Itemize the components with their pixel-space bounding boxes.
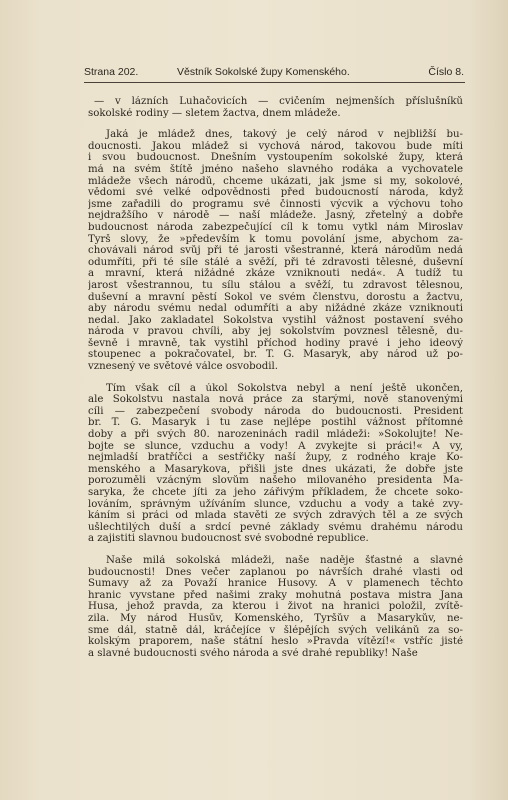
page-number: Strana 202. (84, 66, 139, 78)
text-line: sme dál, statně dál, kráčejíce v šlépějích svých velikánů za so- (88, 624, 463, 636)
text-line: ušlechtilých duší a srdcí pevné základy svému drahému národu (88, 521, 463, 533)
text-line: nejmladší bratříčci a sestřičky naší župy, z rodného kraje Ko- (88, 452, 463, 464)
text-line: jarost všestrannou, tu sílu stálou a svěží, tu zdravost tělesnou, (88, 279, 463, 291)
text-line: — v lázních Luhačovicích — cvičením nejmenších příslušníků (94, 96, 463, 107)
text-line: a zajistiti slavnou budoucnost své svobodné republice. (88, 533, 369, 545)
text-line: br. T. G. Masaryk i tu zase nejlépe postihl vážnost přítomné (88, 417, 463, 429)
text-line: nedal. Jako zakladatel Sokolstva vystihl vážnost postavení svého (88, 314, 463, 326)
paragraph (88, 96, 463, 119)
text-line: vznesený ve světové válce osvobodil. (88, 361, 279, 373)
text-line: kolským praporem, naše státní heslo »Pravda vítězí!« vstříc jisté (88, 636, 463, 648)
text-line: odumříti, při té síle stálé a svěží, při té zdravosti tělesné, duševní (88, 256, 463, 268)
text-line: ale Sokolstvu nastala nová práce za starými, nově stanovenými (88, 394, 463, 406)
text-line: i svou budoucnost. Dnešním vystoupením sokolské župy, která (88, 152, 463, 164)
text-line: doby a při svých 80. narozeninách radil mládeži: »Sokolujte! Ne- (88, 429, 463, 441)
text-line: cíli — zabezpečení svobody národa do budoucnosti. President (88, 405, 463, 417)
text-line: sokolské rodiny — sletem žactva, dnem mládeže. (88, 107, 341, 119)
text-line: stoupenec a pokračovatel, br. T. G. Masaryk, aby národ už po- (88, 349, 463, 361)
text-line: má na svém štítě jméno našeho slavného rodáka a vychovatele (88, 163, 463, 175)
text-line: budoucnost národa zabezpečující cíl k tomu vytkl nám Miroslav (88, 221, 463, 233)
text-line: bojte se slunce, vzduchu a vody! A zvykejte si práci!« A vy, (88, 440, 463, 452)
header-rule (84, 82, 465, 83)
issue-number: Číslo 8. (428, 66, 464, 78)
text-line: Husa, jehož pravda, za kterou i život na hranici položil, zvítě- (88, 601, 463, 613)
text-line: mládeže všech národů, chceme ukázati, jak jsme si my, sokolové, (88, 175, 463, 187)
paragraph (88, 555, 463, 659)
text-line: vědomi své velké odpovědnosti před budoucností národa, když (88, 187, 463, 199)
text-line: Šumavy až za Považí hranice Husovy. A v plamenech těchto (88, 578, 463, 590)
text-line: a slavné budoucnosti svého národa a své drahé republiky! Naše (88, 647, 418, 659)
text-line: národa v pravou chvíli, aby jej sokolstvím povznesl tělesně, du- (88, 326, 463, 338)
text-line: porozuměli vzácným slovům našeho milovaného presidenta Ma- (88, 475, 463, 487)
text-line: káním si práci od mlada stavěti ze svých zdravých těl a ze svých (88, 510, 463, 522)
running-header (84, 66, 464, 80)
text-line: Naše milá sokolská mládeži, naše naděje šťastné a slavné (106, 554, 463, 566)
text-line: Jaká je mládež dnes, takový je celý národ v nejbližší bu- (106, 129, 463, 141)
text-line: a mravní, která nižádné zkáze vzniknouti nedá«. A tudíž tu (88, 268, 463, 280)
text-line: jsme zařadili do programu své činnosti výcvik a výchovu toho (88, 198, 463, 210)
text-line: Tyrš slovy, že »především k tomu povolání jsme, abychom za- (88, 233, 463, 245)
text-line: nejdražšího v národě — naší mládeže. Jasný, zřetelný a dobře (88, 210, 463, 222)
text-line: duševní a mravní pěstí Sokol ve svém členstvu, dorostu a žactvu, (88, 291, 463, 303)
text-line: hranic vyvstane před našimi zraky mohutná postava mistra Jana (88, 589, 463, 601)
paragraph (88, 383, 463, 545)
text-line: lováním, správným užíváním slunce, vzduchu a vody a také zvy- (88, 498, 463, 510)
text-line: menského a Masarykova, přišli jste dnes ukázati, že dobře jste (88, 463, 463, 475)
text-line: saryka, že chcete jíti za jeho zářivým příkladem, že chcete soko- (88, 487, 463, 498)
text-line: aby národu svému nedal odumříti a aby nižádné zkáze vzniknouti (88, 303, 463, 315)
journal-title: Věstník Sokolské župy Komenského. (177, 66, 350, 78)
text-line: zila. My národ Husův, Komenského, Tyršův a Masarykův, ne- (88, 612, 463, 624)
text-line: chovávali národ svůj při té jarosti všestranné, která národům nedá (88, 245, 463, 257)
text-line: Tím však cíl a úkol Sokolstva nebyl a není ještě ukončen, (106, 382, 463, 394)
text-line: doucnosti. Jakou mládež si vychová národ, takovou bude míti (88, 140, 463, 152)
text-line: budoucnosti! Dnes večer zaplanou po návrších drahé vlasti od (88, 566, 463, 578)
paragraph (88, 129, 463, 372)
text-line: ševně i mravně, tak vystihl příchod hodiny pravé i jeho ideový (88, 337, 463, 349)
article-body (88, 96, 463, 669)
